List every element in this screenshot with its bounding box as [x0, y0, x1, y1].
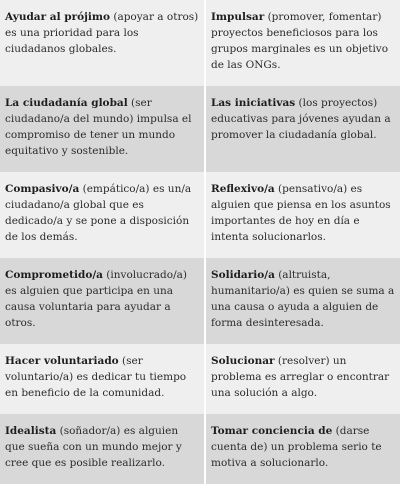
term: Impulsar — [211, 11, 265, 23]
term: Hacer voluntariado — [5, 355, 119, 367]
term: Las iniciativas — [211, 97, 296, 109]
vocab-cell-impulsar — [206, 0, 400, 86]
vocab-cell-voluntariado — [0, 344, 206, 414]
vocab-cell-compasivo — [0, 172, 206, 258]
term: Idealista — [5, 425, 57, 437]
definition: (darse cuenta de) un problema serio te motiva a solucionarlo. — [211, 425, 382, 469]
definition: (pensativo/a) es alguien que piensa en los asuntos importantes de hoy en día e intenta solucionarlos. — [211, 183, 391, 243]
definition: (ser voluntario/a) es dedicar tu tiempo en beneficio de la comunidad. — [5, 355, 187, 399]
term: Solucionar — [211, 355, 275, 367]
vocab-cell-idealista — [0, 414, 206, 484]
definition: (apoyar a otros) es una prioridad para los ciudadanos globales. — [5, 11, 199, 55]
definition: (empático/a) es un/a ciudadano/a global que es dedicado/a y se pone a disposición de los demás. — [5, 183, 192, 243]
term: Reflexivo/a — [211, 183, 275, 195]
definition: (ser ciudadano/a del mundo) impulsa el compromiso de tener un mundo equitativo y sostenible. — [5, 97, 192, 157]
vocab-cell-solidario — [206, 258, 400, 344]
definition: (involucrado/a) es alguien que participa en una causa voluntaria para ayudar a otros. — [5, 269, 187, 329]
definition: (los proyectos) educativas para jóvenes ayudan a promover la ciudadanía global. — [211, 97, 391, 141]
vocab-cell-comprometido — [0, 258, 206, 344]
definition: (altruista, humanitario/a) es quien se suma a una causa o ayuda a alguien de forma desinteresada. — [211, 269, 395, 329]
definition: (soñador/a) es alguien que sueña con un mundo mejor y cree que es posible realizarlo. — [5, 425, 182, 469]
term: Compasivo/a — [5, 183, 80, 195]
term: Solidario/a — [211, 269, 275, 281]
vocab-cell-ciudadania — [0, 86, 206, 172]
definition: (promover, fomentar) proyectos beneficiosos para los grupos marginales es un objetivo de las ONGs. — [211, 11, 389, 71]
vocab-cell-solucionar — [206, 344, 400, 414]
term: Tomar conciencia de — [211, 425, 333, 437]
vocab-cell-iniciativas — [206, 86, 400, 172]
vocab-cell-reflexivo — [206, 172, 400, 258]
term: Ayudar al prójimo — [5, 11, 111, 23]
definition: (resolver) un problema es arreglar o encontrar una solución a algo. — [211, 355, 390, 399]
vocab-cell-ayudar — [0, 0, 206, 86]
term: Comprometido/a — [5, 269, 103, 281]
vocab-cell-tomar-conciencia — [206, 414, 400, 484]
term: La ciudadanía global — [5, 97, 128, 109]
